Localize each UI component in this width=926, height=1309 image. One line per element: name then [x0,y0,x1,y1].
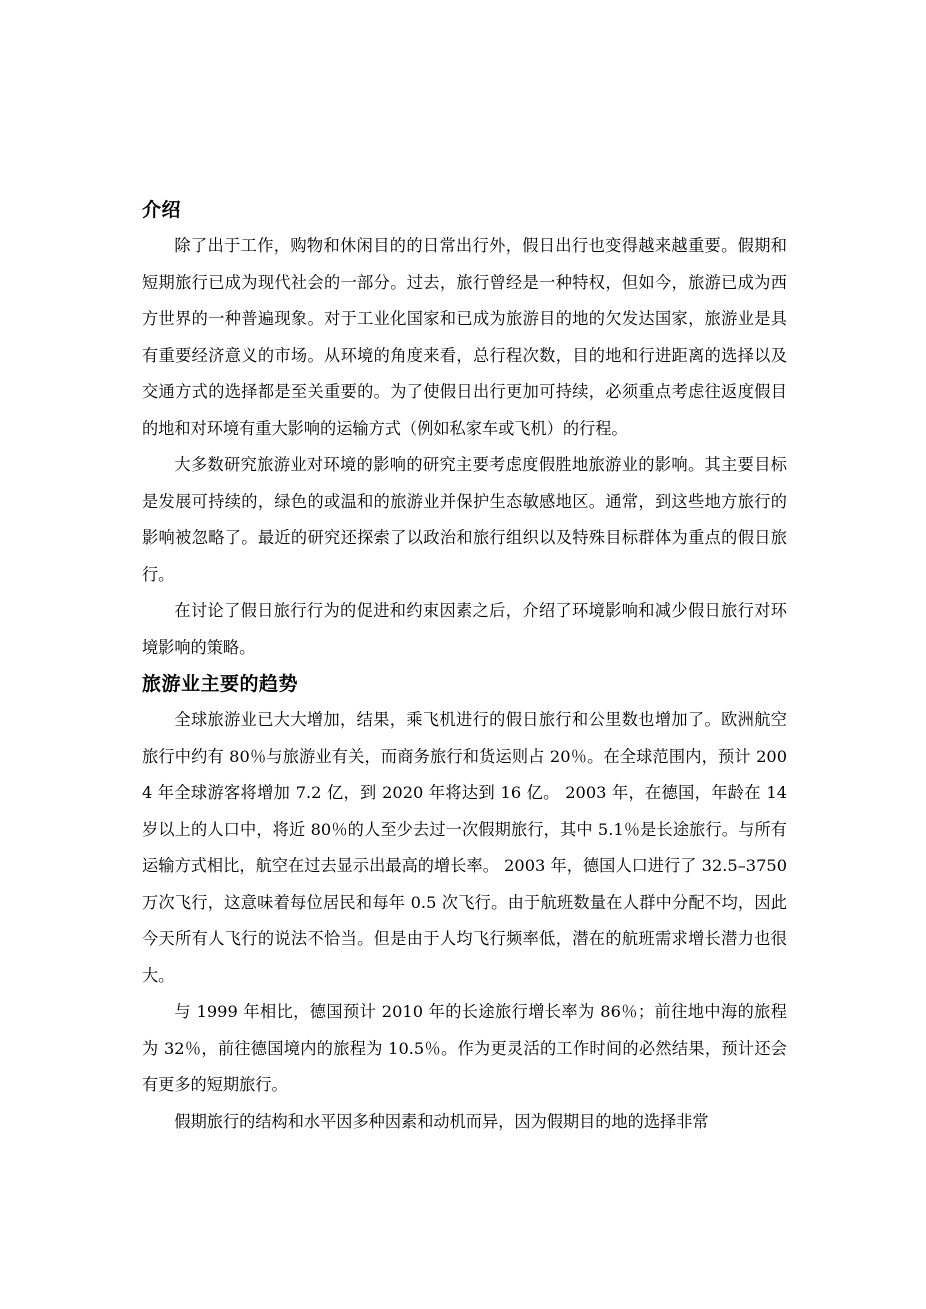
section-tourism-trends [142,668,787,1140]
section-heading: 介绍 [142,199,182,221]
paragraph: 在讨论了假日旅行行为的促进和约束因素之后，介绍了环境影响和减少假日旅行对环境影响的策略。 [142,601,787,657]
section-heading: 旅游业主要的趋势 [142,673,299,695]
paragraph: 假期旅行的结构和水平因多种因素和动机而异，因为假期目的地的选择非常 [174,1111,709,1131]
paragraph: 全球旅游业已大大增加，结果，乘飞机进行的假日旅行和公里数也增加了。欧洲航空旅行中约有 80％与旅游业有关，而商务旅行和货运则占 20％。在全球范围内，预计 2004 年全球游客将增加 7.2 亿，到 2020 年将达到 16 亿。 2003 年，在德国，年龄在 14 岁以上的人口中，将近 80％的人至少去过一次假期旅行，其中 5.1％是长途旅行。与所有运输方式相比，航空在过去显示出最高的增长率。 2003 年，德国人口进行了 32.5–3750 万次飞行，这意味着每位居民和每年 0.5 次飞行。由于航班数量在人群中分配不均，因此今天所有人飞行的说法不恰当。但是由于人均飞行频率低，潜在的航班需求增长潜力也很大。 [142,710,787,985]
document-body [142,194,787,1140]
paragraph: 大多数研究旅游业对环境的影响的研究主要考虑度假胜地旅游业的影响。其主要目标是发展可持续的，绿色的或温和的旅游业并保护生态敏感地区。通常，到这些地方旅行的影响被忽略了。最近的研究还探索了以政治和旅行组织以及特殊目标群体为重点的假日旅行。 [142,455,787,584]
section-introduction [142,194,787,666]
paragraph: 除了出于工作，购物和休闲目的的日常出行外，假日出行也变得越来越重要。假期和短期旅行已成为现代社会的一部分。过去，旅行曾经是一种特权，但如今，旅游已成为西方世界的一种普遍现象。对于工业化国家和已成为旅游目的地的欠发达国家，旅游业是具有重要经济意义的市场。从环境的角度来看，总行程次数，目的地和行进距离的选择以及交通方式的选择都是至关重要的。为了使假日出行更加可持续，必须重点考虑往返度假目的地和对环境有重大影响的运输方式（例如私家车或飞机）的行程。 [142,236,787,438]
paragraph: 与 1999 年相比，德国预计 2010 年的长途旅行增长率为 86％；前往地中海的旅程为 32％，前往德国境内的旅程为 10.5％。作为更灵活的工作时间的必然结果，预计还会有更多的短期旅行。 [142,1002,787,1094]
